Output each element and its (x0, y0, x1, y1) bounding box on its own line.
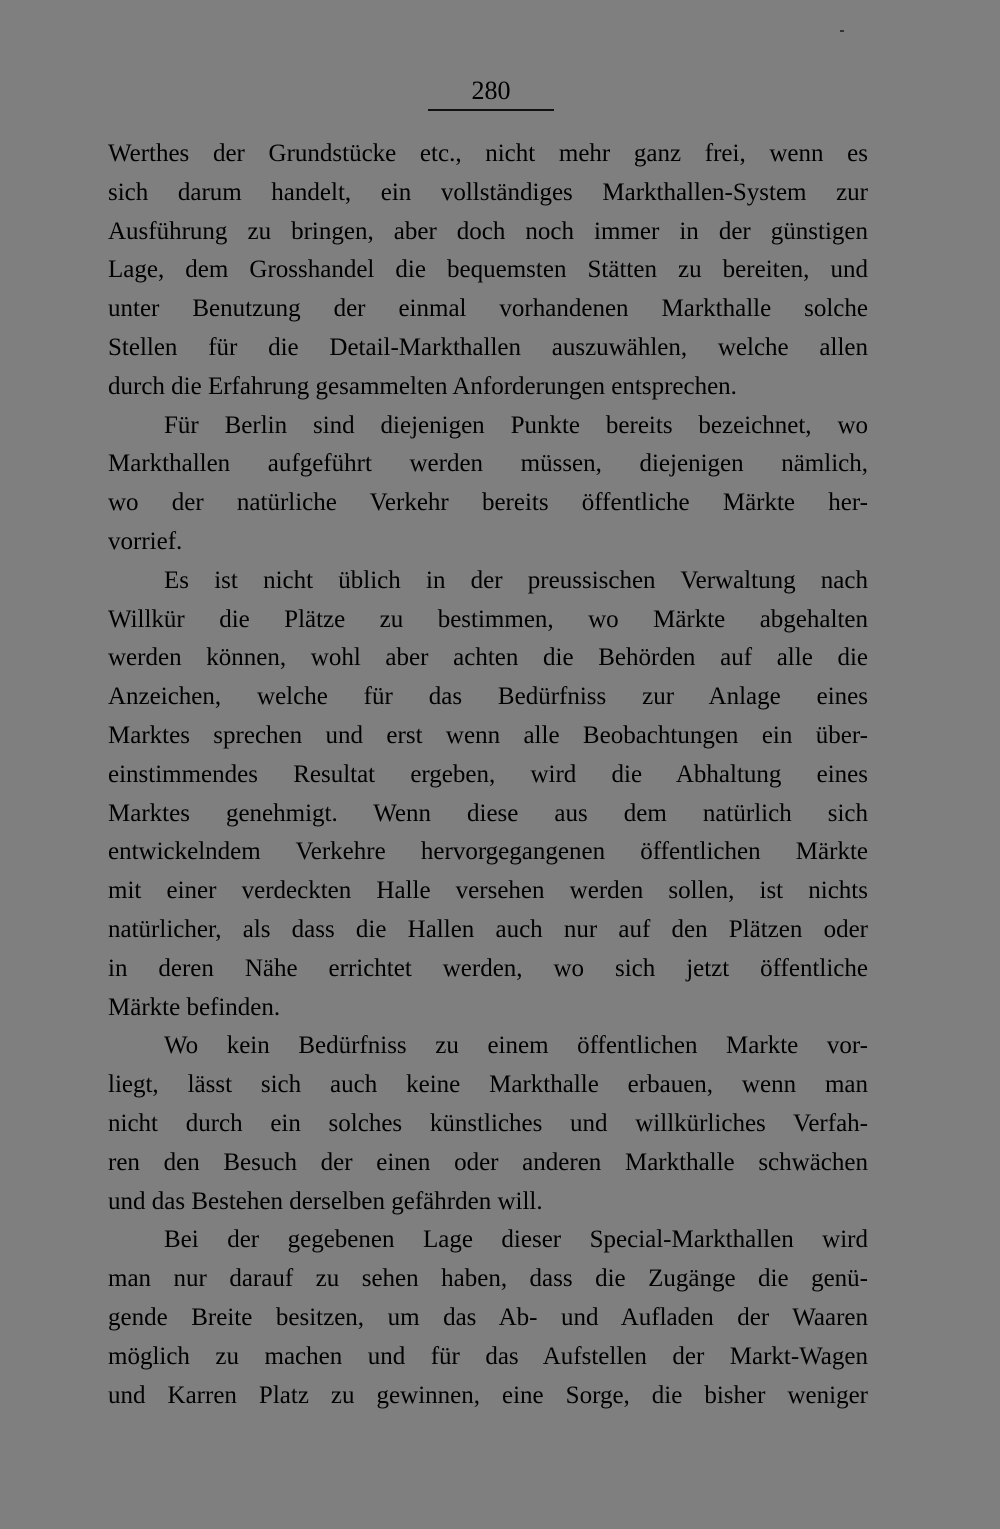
text-line: gende Breite besitzen, um das Ab- und Aufladen der Waaren (108, 1303, 868, 1331)
text-line: Markthallen aufgeführt werden müssen, diejenigen nämlich, (108, 450, 868, 478)
text-line: unter Benutzung der einmal vorhandenen Markthalle solche (108, 295, 868, 323)
text-line: sich darum handelt, ein vollständiges Markthallen-System zur (108, 178, 868, 206)
paragraph (108, 135, 868, 407)
text-line: wo der natürliche Verkehr bereits öffentliche Märkte her- (108, 489, 868, 517)
body-text (108, 135, 868, 1415)
paragraph (108, 1221, 868, 1415)
text-line: Anzeichen, welche für das Bedürfniss zur Anlage eines (108, 683, 868, 711)
page-number: 280 (471, 76, 511, 105)
text-line: Lage, dem Grosshandel die bequemsten Stätten zu bereiten, und (108, 256, 868, 284)
paragraph (108, 562, 868, 1028)
text-line: Marktes sprechen und erst wenn alle Beobachtungen ein über- (108, 721, 868, 749)
text-line: liegt, lässt sich auch keine Markthalle erbauen, wenn man (108, 1071, 868, 1099)
text-line: mit einer verdeckten Halle versehen werden sollen, ist nichts (108, 877, 868, 905)
text-line: Es ist nicht üblich in der preussischen Verwaltung nach (164, 566, 868, 594)
text-line: Ausführung zu bringen, aber doch noch immer in der günstigen (108, 217, 868, 245)
text-line: Willkür die Plätze zu bestimmen, wo Märkte abgehalten (108, 605, 868, 633)
text-line: und das Bestehen derselben gefährden will. (108, 1187, 543, 1215)
text-line: natürlicher, als dass die Hallen auch nur auf den Plätzen oder (108, 915, 868, 943)
text-line: ren den Besuch der einen oder anderen Markthalle schwächen (108, 1148, 868, 1176)
text-line: Wo kein Bedürfniss zu einem öffentlichen Markte vor- (164, 1032, 868, 1060)
text-line: vorrief. (108, 527, 183, 555)
text-line: Für Berlin sind diejenigen Punkte bereits bezeichnet, wo (164, 411, 868, 439)
text-line: durch die Erfahrung gesammelten Anforderungen entsprechen. (108, 372, 737, 400)
text-line: man nur darauf zu sehen haben, dass die Zugänge die genü- (108, 1265, 868, 1293)
text-line: Marktes genehmigt. Wenn diese aus dem natürlich sich (108, 799, 868, 827)
text-line: entwickelndem Verkehre hervorgegangenen öffentlichen Märkte (108, 838, 868, 866)
text-line: nicht durch ein solches künstliches und willkürliches Verfah- (108, 1109, 868, 1137)
text-line: in deren Nähe errichtet werden, wo sich jetzt öffentliche (108, 954, 868, 982)
paragraph (108, 1027, 868, 1221)
scan-speck (840, 30, 844, 32)
text-line: Stellen für die Detail-Markthallen auszuwählen, welche allen (108, 333, 868, 361)
text-line: möglich zu machen und für das Aufstellen der Markt-Wagen (108, 1342, 868, 1370)
paragraph (108, 407, 868, 562)
text-line: Bei der gegebenen Lage dieser Special-Markthallen wird (164, 1226, 868, 1254)
text-line: einstimmendes Resultat ergeben, wird die Abhaltung eines (108, 760, 868, 788)
text-line: werden können, wohl aber achten die Behörden auf alle die (108, 644, 868, 672)
page-number-rule (428, 109, 554, 111)
text-line: Werthes der Grundstücke etc., nicht mehr ganz frei, wenn es (108, 140, 868, 167)
text-line: und Karren Platz zu gewinnen, eine Sorge, die bisher weniger (108, 1381, 868, 1409)
text-line: Märkte befinden. (108, 993, 281, 1021)
